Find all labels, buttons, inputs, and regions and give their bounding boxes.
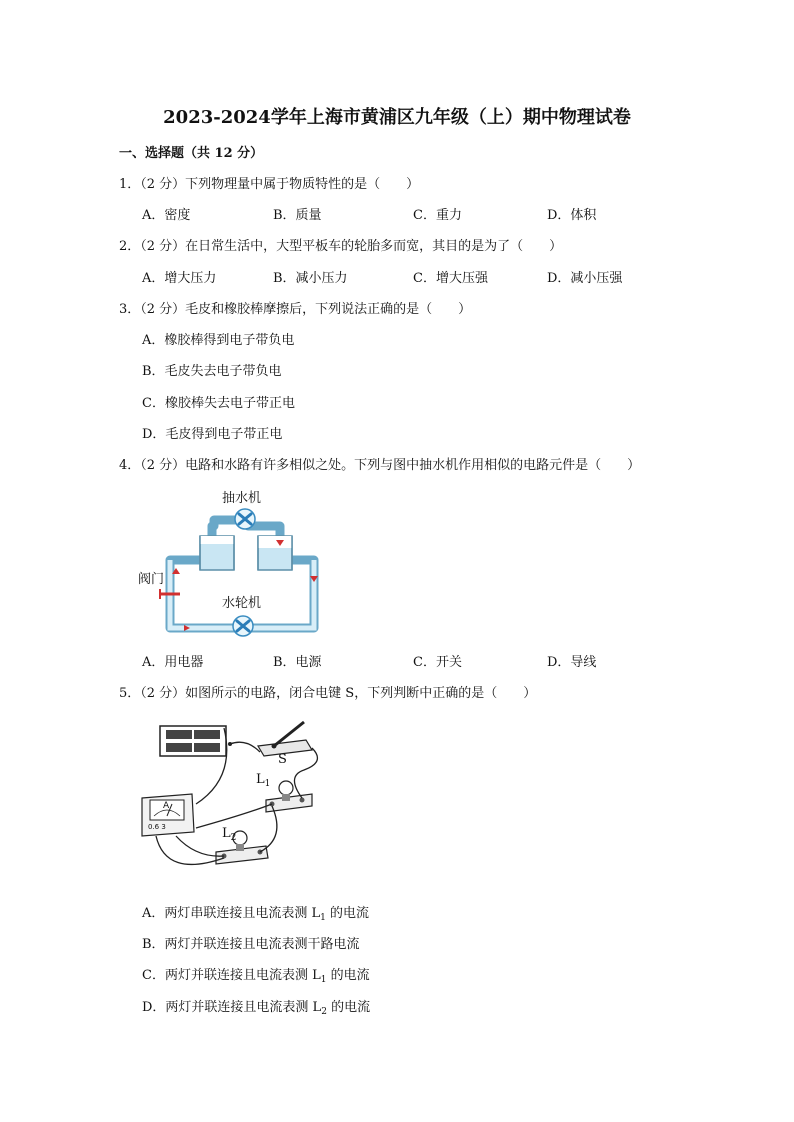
- q5-option-b: B．两灯并联连接且电流表测干路电流: [142, 937, 360, 952]
- lamp2-label: $L_2$: [222, 826, 237, 843]
- lamp1-label: $L_1$: [256, 772, 271, 789]
- battery-icon: [160, 726, 232, 756]
- q4-option-c: C．开关: [413, 655, 462, 670]
- question-4-stem: 4．（2 分）电路和水路有许多相似之处。下列与图中抽水机作用相似的电路元件是（ ）: [119, 458, 641, 473]
- q2-option-d: D．减小压强: [547, 271, 623, 286]
- question-5-stem: 5．（2 分）如图所示的电路，闭合电键 S，下列判断中正确的是（ ）: [119, 686, 537, 701]
- right-beaker: [258, 536, 292, 570]
- switch-label: S: [278, 752, 287, 767]
- turbine-label: 水轮机: [222, 596, 262, 611]
- question-3-stem: 3．（2 分）毛皮和橡胶棒摩擦后，下列说法正确的是（ ）: [119, 302, 472, 317]
- valve-label: 阀门: [138, 572, 165, 587]
- q1-option-d: D．体积: [547, 208, 597, 223]
- section-heading: 一、选择题（共 12 分）: [119, 146, 264, 161]
- ammeter-label: A: [163, 801, 170, 811]
- ammeter-scale: 0.6 3: [148, 823, 166, 831]
- switch-icon: [258, 722, 312, 756]
- q3-option-c: C．橡胶棒失去电子带正电: [142, 396, 295, 411]
- water-circuit-figure: [130, 488, 340, 648]
- q1-option-a: A．密度: [142, 208, 191, 223]
- question-1-stem: 1．（2 分）下列物理量中属于物质特性的是（ ）: [119, 177, 420, 192]
- q5-option-c: C．两灯并联连接且电流表测 $L_1$ 的电流: [142, 968, 370, 985]
- page-title: 2023-2024学年上海市黄浦区九年级（上）期中物理试卷: [163, 107, 631, 128]
- q2-option-b: B．减小压力: [273, 271, 348, 286]
- q4-option-d: D．导线: [547, 655, 597, 670]
- q3-option-b: B．毛皮失去电子带负电: [142, 364, 282, 379]
- q3-option-a: A．橡胶棒得到电子带负电: [142, 333, 295, 348]
- q1-option-c: C．重力: [413, 208, 462, 223]
- q2-option-a: A．增大压力: [142, 271, 217, 286]
- left-beaker: [200, 536, 234, 570]
- q1-option-b: B．质量: [273, 208, 322, 223]
- question-2-stem: 2．（2 分）在日常生活中，大型平板车的轮胎多而宽，其目的是为了（ ）: [119, 239, 563, 254]
- q3-option-d: D．毛皮得到电子带正电: [142, 427, 283, 442]
- q4-option-a: A．用电器: [142, 655, 204, 670]
- pump-icon: [235, 509, 255, 529]
- pump-label: 抽水机: [222, 491, 262, 506]
- q5-option-a: A．两灯串联连接且电流表测 $L_1$ 的电流: [142, 906, 370, 923]
- turbine-icon: [233, 616, 253, 636]
- q2-option-c: C．增大压强: [413, 271, 488, 286]
- q5-option-d: D．两灯并联连接且电流表测 $L_2$ 的电流: [142, 1000, 371, 1017]
- q4-option-b: B．电源: [273, 655, 322, 670]
- electric-circuit-figure: [136, 718, 366, 888]
